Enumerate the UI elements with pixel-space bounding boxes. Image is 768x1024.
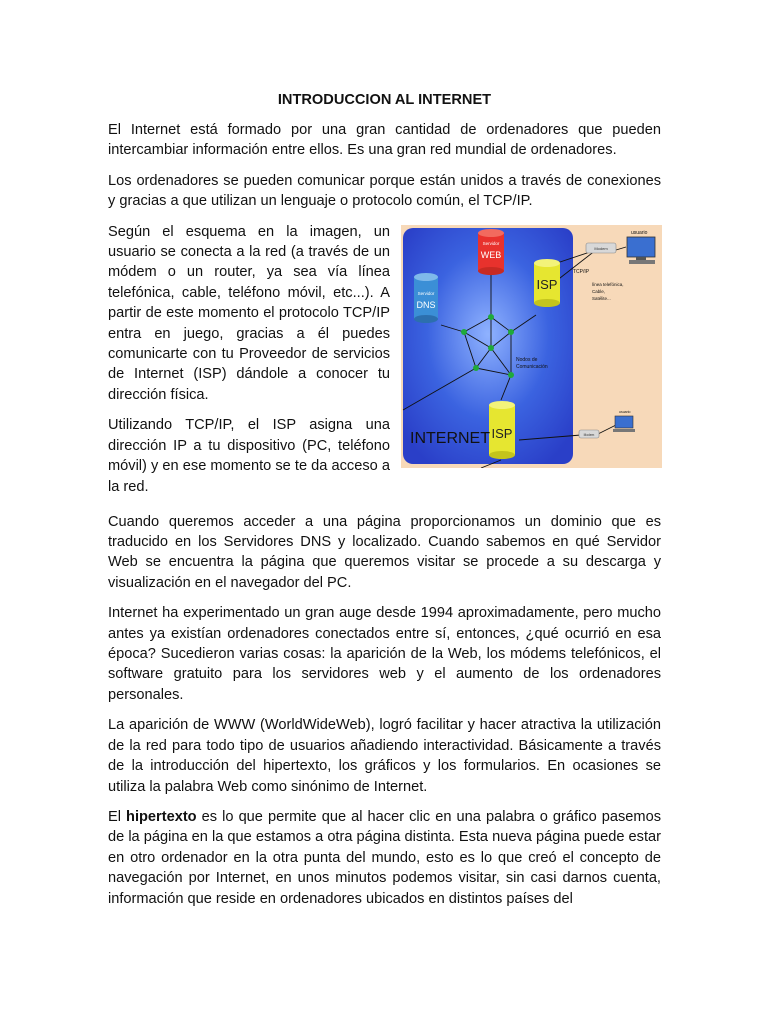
paragraph-6: Internet ha experimentado un gran auge desde 1994 aproximadamente, pero mucho antes ya existían ordenadores conectados entre sí, entonces, ¿qué ocurrió en esa época? Sucedieron varias cosas: la aparición de la Web, los módems telefónicos, el software gratuito para los servidores web y el aumento de los ordenadores personales. <box>108 605 661 703</box>
network-node <box>473 365 479 371</box>
user-2-label: usuario <box>619 409 631 414</box>
computer-2-icon <box>613 416 635 432</box>
network-node <box>488 314 494 320</box>
network-node <box>488 345 494 351</box>
network-node <box>461 329 467 335</box>
text-with-figure <box>108 222 661 502</box>
isp-label: ISP <box>536 276 558 292</box>
hypertext-term: hipertexto <box>126 808 197 825</box>
left-column <box>108 222 390 507</box>
isp-bottom-server-icon <box>489 401 515 459</box>
modem-icon <box>586 243 616 253</box>
network-node <box>508 329 514 335</box>
computer-icon <box>627 237 655 264</box>
line-label-2: Cable, <box>592 288 606 294</box>
paragraph-1: El Internet está formado por una gran cantidad de ordenadores que pueden intercambiar información entre ellos. Es una gran red mundial de ordenadores. <box>108 122 661 159</box>
internet-diagram-svg <box>401 225 662 468</box>
modem-2-label: Modem <box>583 432 595 437</box>
line-label-1: línea telefónica, <box>592 281 624 287</box>
paragraph-2: Los ordenadores se pueden comunicar porque están unidos a través de conexiones y gracias a que utilizan un lenguaje o protocolo común, el TCP/IP. <box>108 172 661 210</box>
user-label: usuario <box>631 229 648 236</box>
modem-2-icon <box>579 430 599 438</box>
internet-diagram <box>401 225 662 468</box>
isp-bottom-label: ISP <box>491 425 513 441</box>
isp-server-icon <box>534 259 560 307</box>
nodes-label-line-1: Nodos de <box>516 356 538 363</box>
dns-label: DNS <box>416 299 436 310</box>
paragraph-8-text: es lo que permite que al hacer clic en una palabra o gráfico pasemos de la página en la que estamos a otra página distinta. Esta nueva página puede estar en otro ordenador en la otra punta del mundo, esto es lo que creó el concepto de navegación por Internet, en unos minutos podemos visitar, sin casi darnos cuenta, información que reside en ordenadores ubicados en distintos países del <box>108 808 661 907</box>
tcpip-label: TCP/IP <box>573 268 590 275</box>
document-page <box>108 90 661 919</box>
network-node <box>508 372 514 378</box>
paragraph-7: La aparición de WWW (WorldWideWeb), logró facilitar y hacer atractiva la utilización de la red para todo tipo de usuarios añadiendo interactividad. Básicamente a través de la introducción del hipertexto, los gráficos y los formularios. En ocasiones se utiliza la palabra Web como sinónimo de Internet. <box>108 717 661 795</box>
paragraph-8-prefix: El <box>108 808 127 825</box>
web-label: WEB <box>480 249 502 260</box>
modem-label: Modem <box>594 245 608 251</box>
web-server-caption: Servidor <box>482 240 500 246</box>
document-title: INTRODUCCION AL INTERNET <box>277 92 492 108</box>
web-server-icon <box>478 229 504 275</box>
internet-label: INTERNET <box>410 429 490 447</box>
paragraph-5: Cuando queremos acceder a una página proporcionamos un dominio que es traducido en los Servidores DNS y localizado. Cuando sabemos en qué Servidor Web se encuentra la página que queremos visitar se procede a su descarga y visualización en el navegador del PC. <box>108 513 661 591</box>
paragraph-4: Utilizando TCP/IP, el ISP asigna una dirección IP a tu dispositivo (PC, teléfono móvil) y en ese momento se te da acceso a la red. <box>108 417 390 495</box>
dns-server-icon <box>414 273 438 323</box>
paragraph-3: Según el esquema en la imagen, un usuario se conecta a la red (a través de un módem o un router, ya sea vía línea telefónica, cable, teléfono móvil, etc...). A partir de este momento el protocolo TCP/IP entra en juego, gracias a él puedes comunicarte con tu Proveedor de servicios de Internet (ISP) dándole a conocer tu dirección física. <box>108 223 390 403</box>
dns-server-caption: Servidor <box>417 290 435 296</box>
paragraph-8 <box>108 807 661 909</box>
line-label-3: Satélite... <box>592 295 611 301</box>
nodes-label-line-2: Comunicación <box>516 363 548 370</box>
